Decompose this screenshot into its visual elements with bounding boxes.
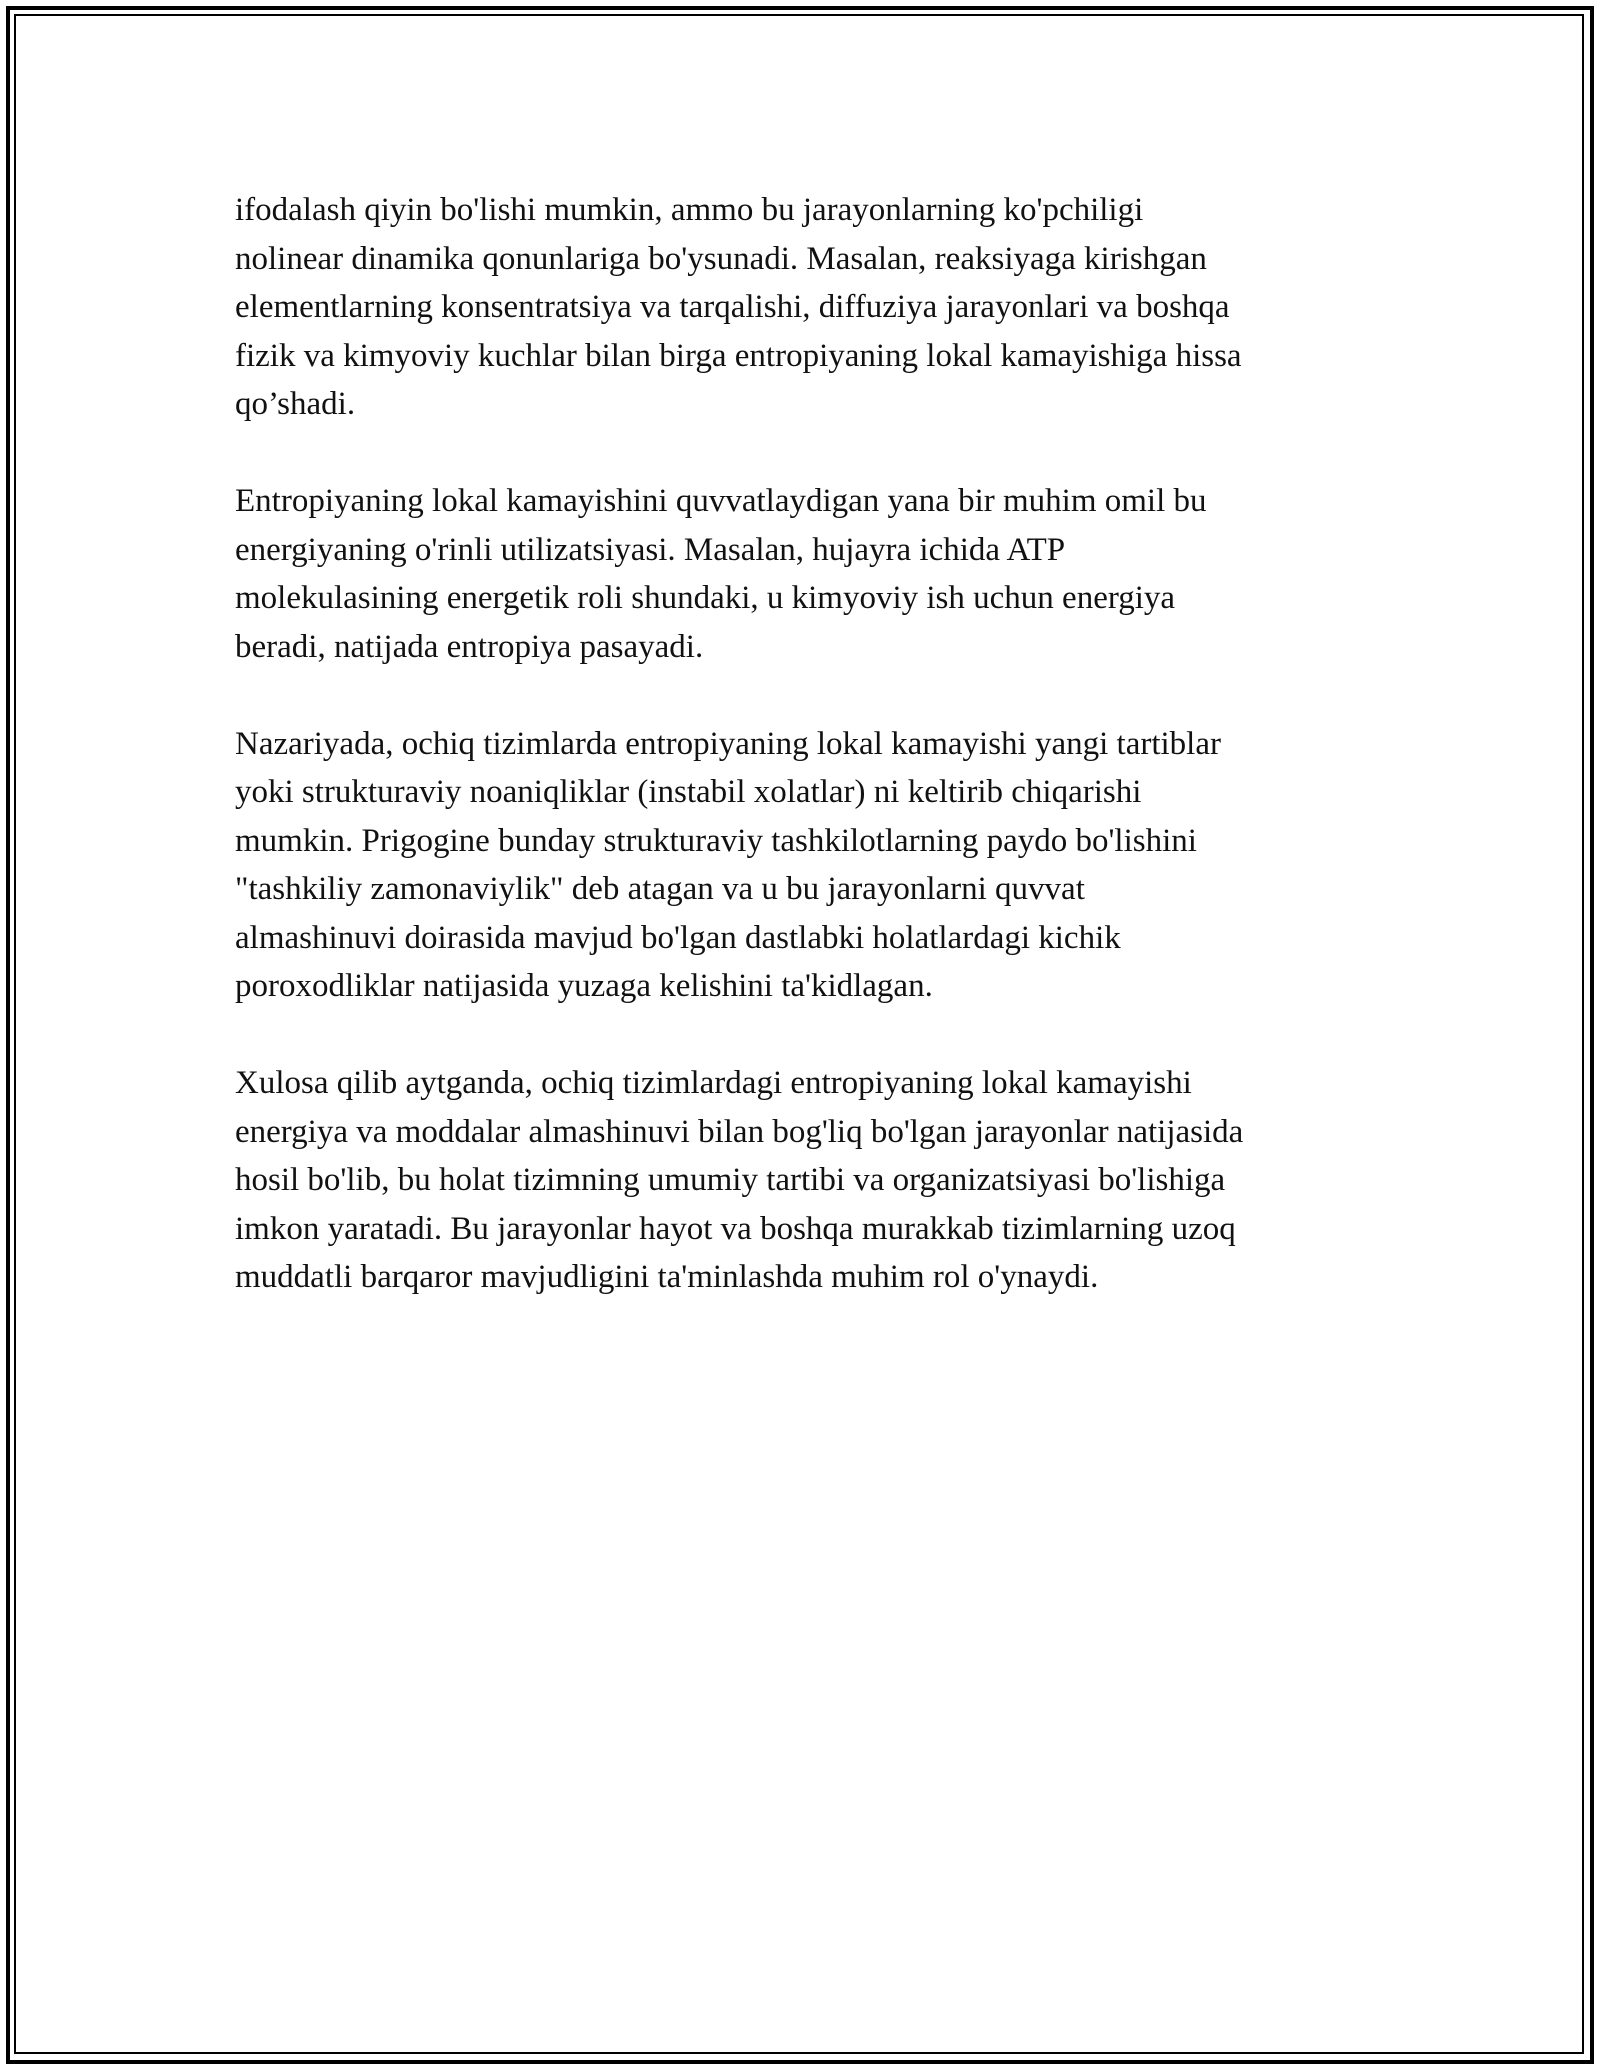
paragraph-4: Xulosa qilib aytganda, ochiq tizimlardagi entropiyaning lokal kamayishi energiya va moddalar almashinuvi bilan bog'liq bo'lgan jarayonlar natijasida hosil bo'lib, bu holat tizimning umumiy tartibi va organizatsiyasi bo'lishiga imkon yaratadi. Bu jarayonlar hayot va boshqa murakkab tizimlarning uzoq muddatli barqaror mavjudligini ta'minlashda muhim rol o'ynaydi. xyxy=(235,1065,1244,1295)
paragraph-1: ifodalash qiyin bo'lishi mumkin, ammo bu jarayonlarning ko'pchiligi nolinear dinamika qonunlariga bo'ysunadi. Masalan, reaksiyaga kirishgan elementlarning konsentratsiya va tarqalishi, diffuziya jarayonlari va boshqa fizik va kimyoviy kuchlar bilan birga entropiyaning lokal kamayishiga hissa qo’shadi. xyxy=(235,192,1242,422)
paragraph-2: Entropiyaning lokal kamayishini quvvatlaydigan yana bir muhim omil bu energiyaning o'rinli utilizatsiyasi. Masalan, hujayra ichida ATP molekulasining energetik roli shundaki, u kimyoviy ish uchun energiya beradi, natijada entropiya pasayadi. xyxy=(235,483,1207,665)
document-body xyxy=(235,186,1385,1350)
paragraph-3: Nazariyada, ochiq tizimlarda entropiyaning lokal kamayishi yangi tartiblar yoki strukturaviy noaniqliklar (instabil xolatlar) ni keltirib chiqarishi mumkin. Prigogine bunday strukturaviy tashkilotlarning paydo bo'lishini "tashkiliy zamonaviylik" deb atagan va u bu jarayonlarni quvvat almashinuvi doirasida mavjud bo'lgan dastlabki holatlardagi kichik poroxodliklar natijasida yuzaga kelishini ta'kidlagan. xyxy=(235,725,1221,1004)
